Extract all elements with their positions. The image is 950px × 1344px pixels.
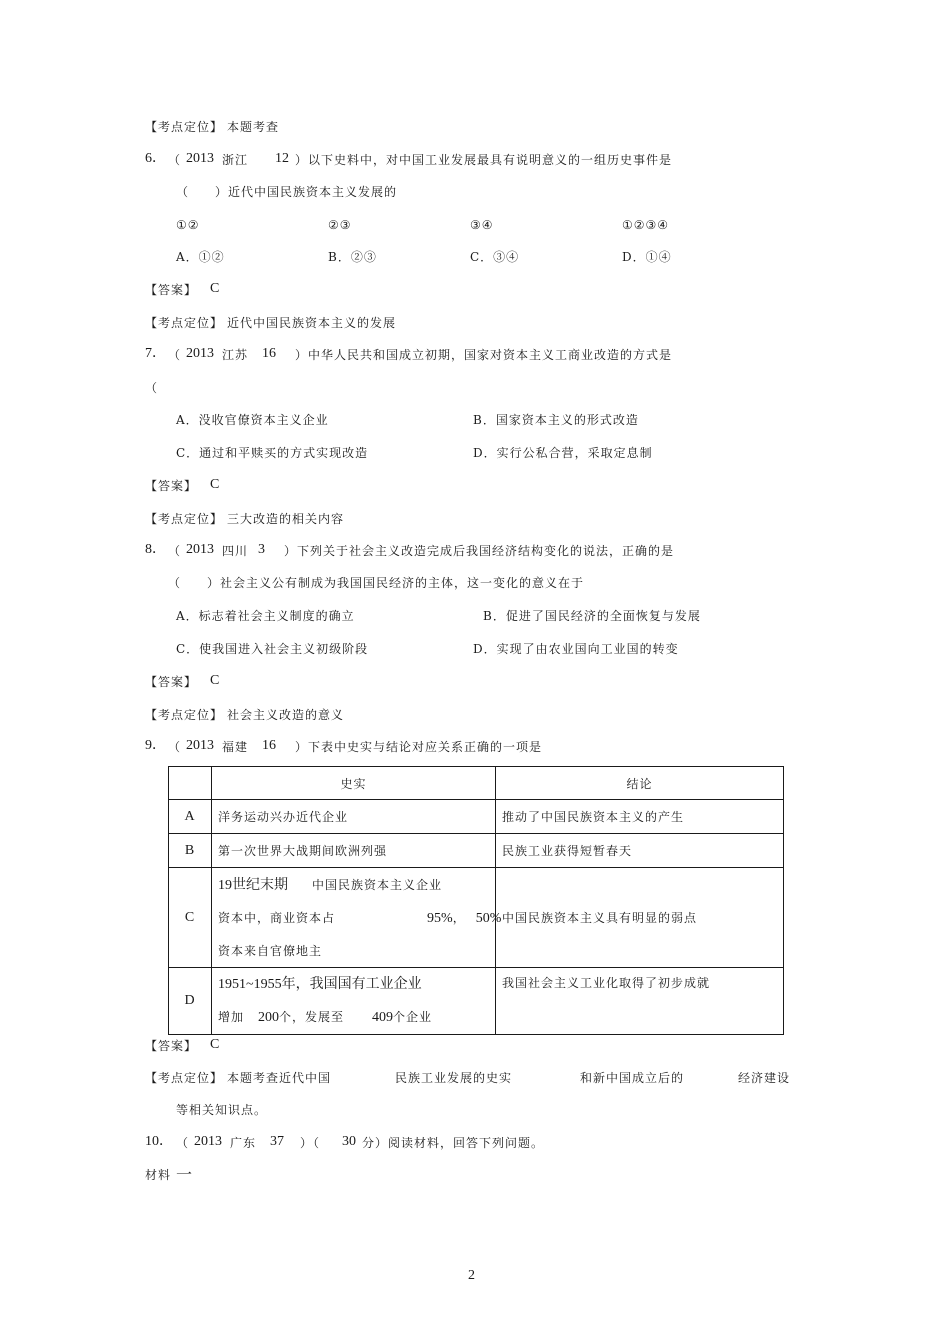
q6-kaodian: 近代中国民族资本主义的发展: [227, 316, 397, 330]
row-d-fact-line1: [218, 968, 489, 1001]
fact-value: 50%: [475, 910, 502, 926]
row-d-fact: [212, 968, 496, 1035]
question-9-number: 9．: [145, 738, 166, 753]
question-10-paren: ）（: [300, 1136, 321, 1150]
question-6-qnum: 12: [275, 151, 289, 166]
paren: （: [176, 1136, 190, 1150]
q8-answer: C: [210, 673, 220, 688]
question-7-source: 江苏: [222, 348, 249, 362]
q9-kaodian-part4: 经济建设: [738, 1071, 791, 1085]
question-6-source: 浙江: [222, 153, 249, 167]
row-c-fact: [212, 868, 502, 968]
q6-option-a: A．①②: [176, 250, 225, 264]
label-kaodian: 【考点定位】: [145, 120, 224, 134]
q7-answer-label: 【答案】: [145, 479, 198, 493]
question-10-source: 广东: [230, 1136, 257, 1150]
question-10-stem: 分）阅读材料，回答下列问题。: [362, 1136, 545, 1150]
table-row: [169, 800, 784, 834]
q9-kaodian-part1: 本题考查近代中国: [227, 1071, 332, 1085]
question-9-qnum: 16: [262, 738, 276, 753]
question-7-stem: ）中华人民共和国成立初期，国家对资本主义工商业改造的方式是: [295, 348, 673, 362]
row-c-conclusion: 中国民族资本主义具有明显的弱点: [496, 868, 784, 968]
q6-item-3: ③④: [470, 218, 494, 232]
q7-option-d: D．实行公私合营，采取定息制: [473, 446, 653, 460]
q8-option-a: A．标志着社会主义制度的确立: [176, 609, 355, 623]
q7-kaodian-label: 【考点定位】: [145, 512, 224, 526]
table-header-empty: [169, 767, 212, 800]
page-number: 2: [468, 1268, 475, 1283]
q6-answer: C: [210, 281, 220, 296]
question-10-score: 30: [342, 1134, 356, 1149]
q7-kaodian: 三大改造的相关内容: [227, 512, 345, 526]
row-a-conclusion: 推动了中国民族资本主义的产生: [496, 800, 784, 834]
q6-option-d: D．①④: [622, 250, 672, 264]
question-7-stem-line2: （: [145, 381, 159, 395]
q7-option-c: C．通过和平赎买的方式实现改造: [176, 446, 369, 460]
kaodian-text: 本题考查: [227, 120, 280, 134]
q8-kaodian: 社会主义改造的意义: [227, 708, 345, 722]
question-8-qnum: 3: [258, 542, 265, 557]
table-row: [169, 968, 784, 1035]
q9-answer: C: [210, 1037, 220, 1052]
q7-option-a: A．没收官僚资本主义企业: [176, 413, 329, 427]
paren: （: [168, 153, 182, 167]
row-label-d: D: [169, 968, 212, 1035]
paren: （: [168, 544, 182, 558]
fact-text: 增加: [218, 1010, 245, 1024]
table-header-fact: 史实: [212, 767, 496, 800]
q6-answer-label: 【答案】: [145, 283, 198, 297]
fact-text: 资本来自官僚地主: [218, 943, 323, 958]
fact-text: 1951~1955年，我国国有工业企业: [218, 977, 422, 992]
q6-kaodian-label: 【考点定位】: [145, 316, 224, 330]
row-label-c: C: [169, 868, 212, 968]
question-8-stem-line2: （ ）社会主义公有制成为我国国民经济的主体，这一变化的意义在于: [168, 576, 585, 590]
question-7-qnum: 16: [262, 346, 276, 361]
q7-answer: C: [210, 477, 220, 492]
fact-text: 19世纪末期: [218, 877, 288, 893]
question-10-qnum: 37: [270, 1134, 284, 1149]
row-label-b: B: [169, 834, 212, 868]
question-8-stem: ）下列关于社会主义改造完成后我国经济结构变化的说法，正确的是: [284, 544, 675, 558]
table-row: [169, 834, 784, 868]
row-a-fact: 洋务运动兴办近代企业: [212, 800, 496, 834]
row-c-fact-line2: [218, 902, 502, 935]
question-9-source: 福建: [222, 740, 249, 754]
q6-option-b: B．②③: [328, 250, 377, 264]
fact-value: 409: [372, 1010, 394, 1025]
q8-option-b: B．促进了国民经济的全面恢复与发展: [483, 609, 701, 623]
fact-value: 200: [258, 1010, 280, 1025]
table-header-conclusion: 结论: [496, 767, 784, 800]
question-8-source: 四川: [222, 544, 249, 558]
q7-option-b: B．国家资本主义的形式改造: [473, 413, 639, 427]
row-d-fact-line2: [218, 1001, 489, 1034]
q9-kaodian-part3: 和新中国成立后的: [580, 1071, 685, 1085]
question-6-stem-line2: （ ）近代中国民族资本主义发展的: [176, 185, 398, 199]
paren: （: [168, 348, 182, 362]
q9-kaodian-part2: 民族工业发展的史实: [395, 1071, 513, 1085]
table-row: [169, 868, 784, 968]
fact-text: 个，发展至: [279, 1010, 345, 1024]
table-header-row: [169, 767, 784, 800]
question-10-number: 10．: [145, 1134, 173, 1149]
row-c-fact-line3: [218, 935, 489, 967]
q8-option-d: D．实现了由农业国向工业国的转变: [473, 642, 679, 656]
question-9-year: 2013: [186, 738, 214, 753]
question-6-year: 2013: [186, 151, 214, 166]
question-8-number: 8．: [145, 542, 166, 557]
question-9-table: [168, 766, 784, 1035]
q8-option-c: C．使我国进入社会主义初级阶段: [176, 642, 369, 656]
row-label-a: A: [169, 800, 212, 834]
q9-kaodian-line2: 等相关知识点。: [176, 1103, 268, 1117]
question-6-number: 6．: [145, 151, 166, 166]
q6-option-c: C．③④: [470, 250, 520, 264]
question-10-material-label: 材料: [145, 1168, 172, 1182]
row-b-fact: 第一次世界大战期间欧洲列强: [212, 834, 496, 868]
question-10-material-number: 一: [176, 1165, 194, 1184]
question-9-stem: ）下表中史实与结论对应关系正确的一项是: [295, 740, 543, 754]
row-b-conclusion: 民族工业获得短暂春天: [496, 834, 784, 868]
fact-text: 个企业: [393, 1010, 433, 1024]
q6-item-1: ①②: [176, 218, 200, 232]
paren: （: [168, 740, 182, 754]
question-10-year: 2013: [194, 1134, 222, 1149]
q9-answer-label: 【答案】: [145, 1039, 198, 1053]
question-7-number: 7．: [145, 346, 166, 361]
question-8-year: 2013: [186, 542, 214, 557]
row-d-conclusion: 我国社会主义工业化取得了初步成就: [496, 968, 784, 1035]
q6-item-4: ①②③④: [622, 218, 670, 232]
q9-kaodian-label: 【考点定位】: [145, 1071, 224, 1085]
q8-answer-label: 【答案】: [145, 675, 198, 689]
row-c-fact-line1: [218, 869, 489, 902]
question-7-year: 2013: [186, 346, 214, 361]
fact-text: 资本中，商业资本占: [218, 910, 336, 925]
fact-value: 95%: [427, 910, 453, 926]
q6-item-2: ②③: [328, 218, 352, 232]
question-6-stem: ）以下史料中，对中国工业发展最具有说明意义的一组历史事件是: [295, 153, 673, 167]
fact-text: ，: [452, 910, 466, 925]
q8-kaodian-label: 【考点定位】: [145, 708, 224, 722]
fact-text: 中国民族资本主义企业: [312, 877, 443, 892]
